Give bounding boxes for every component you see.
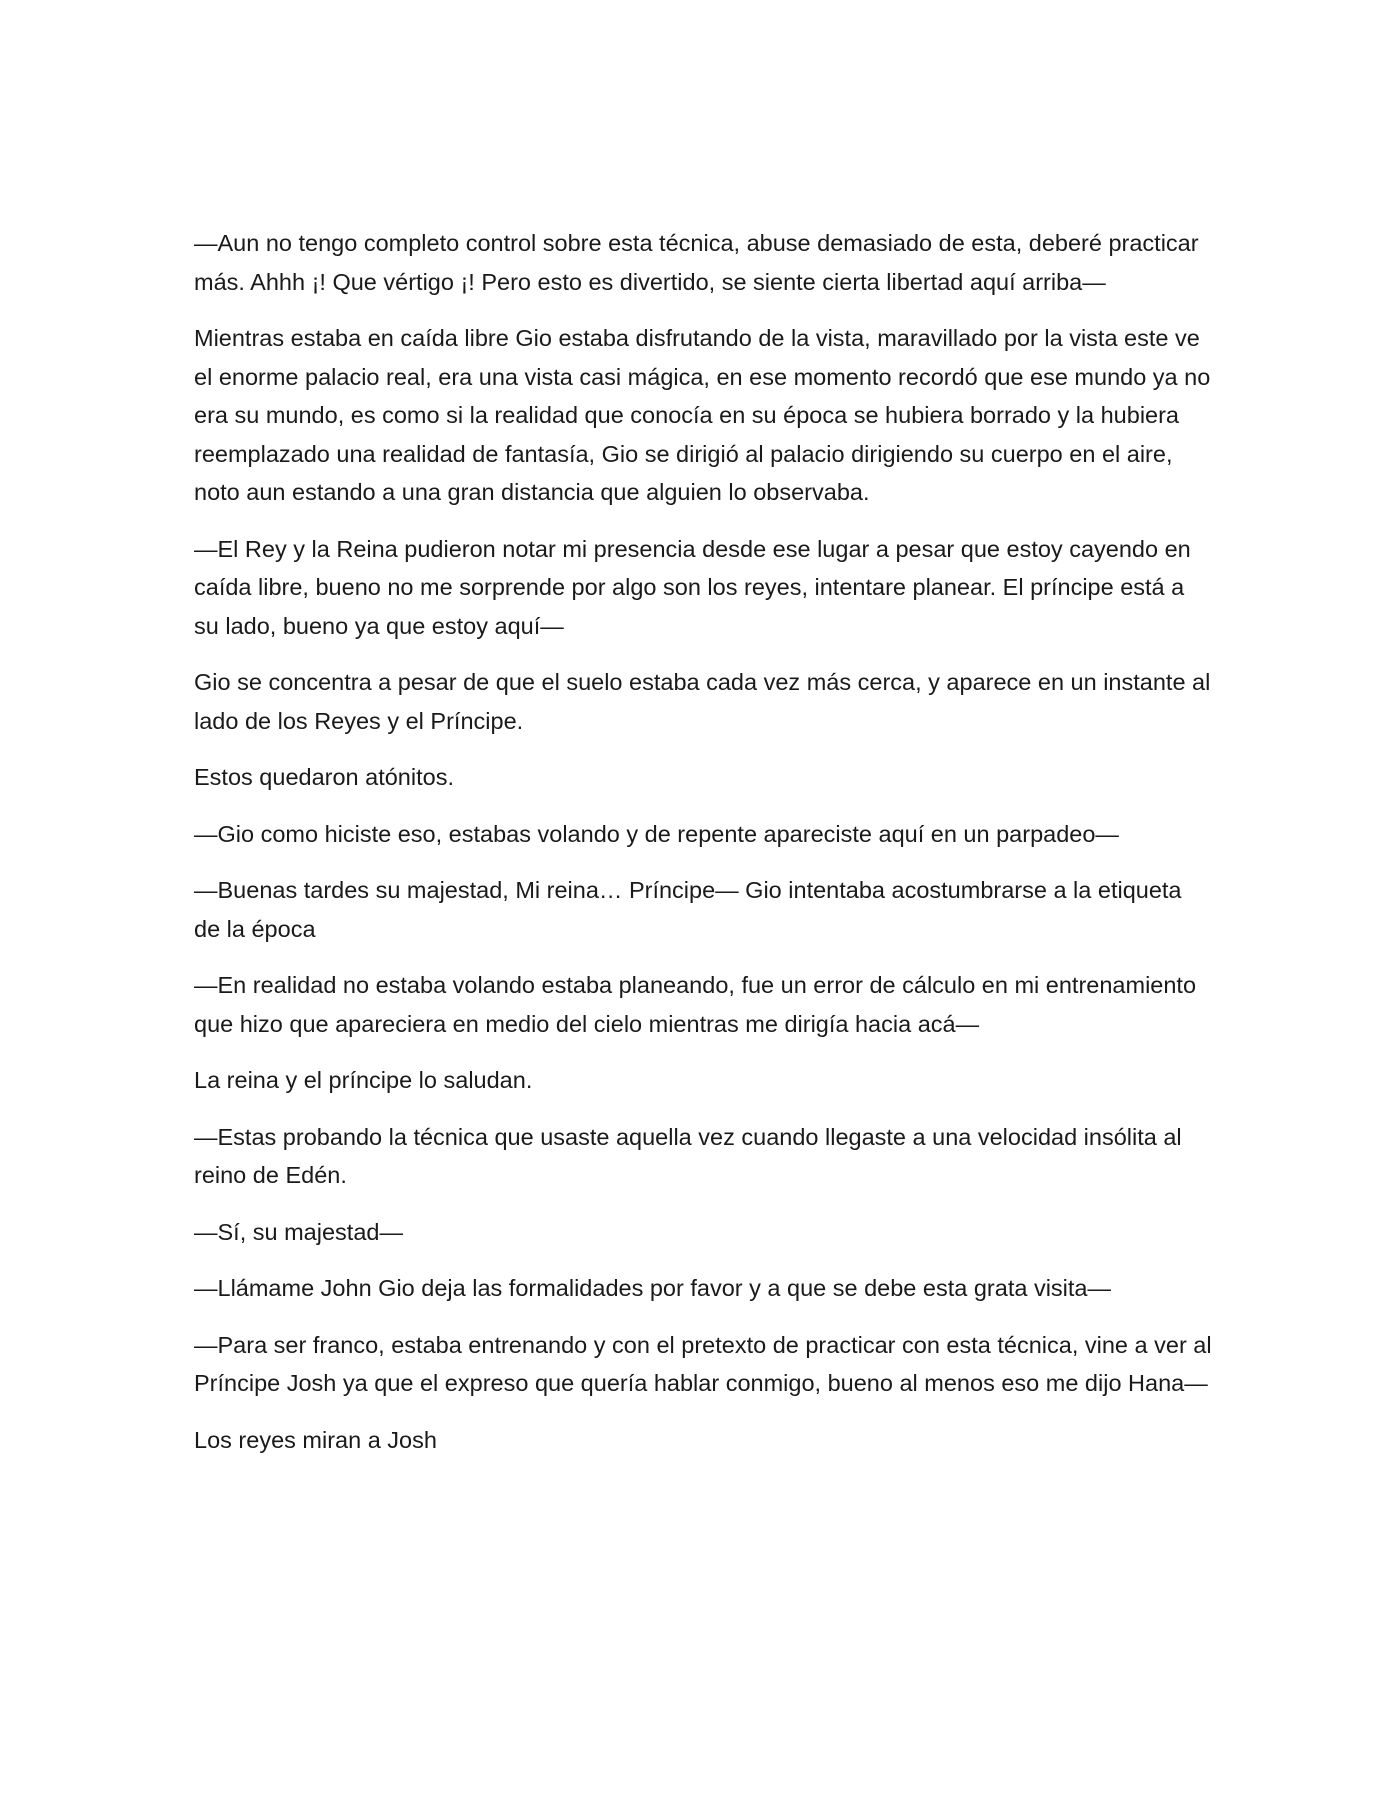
paragraph-11: —Sí, su majestad— [194,1218,403,1245]
paragraph-1: —Aun no tengo completo control sobre esta técnica, abuse demasiado de esta, deberé practicar más. Ahhh ¡! Que vértigo ¡! Pero esto es divertido, se siente cierta libertad aquí arriba— [194,230,1199,295]
paragraph-14: Los reyes miran a Josh [194,1426,437,1453]
paragraph-10: —Estas probando la técnica que usaste aquella vez cuando llegaste a una velocidad insólita al reino de Edén. [194,1123,1182,1188]
paragraph-8: —En realidad no estaba volando estaba planeando, fue un error de cálculo en mi entrenamiento que hizo que apareciera en medio del cielo mientras me dirigía hacia acá— [194,972,1197,1037]
document-body [194,224,1214,1477]
paragraph-7: —Buenas tardes su majestad, Mi reina… Príncipe— Gio intentaba acostumbrarse a la etiqueta de la época [194,877,1182,942]
paragraph-9: La reina y el príncipe lo saludan. [194,1067,533,1093]
paragraph-3: —El Rey y la Reina pudieron notar mi presencia desde ese lugar a pesar que estoy cayendo en caída libre, bueno no me sorprende por algo son los reyes, intentare planear. El príncipe está a su lado, bueno ya que estoy aquí— [194,535,1191,639]
paragraph-13: —Para ser franco, estaba entrenando y con el pretexto de practicar con esta técnica, vine a ver al Príncipe Josh ya que el expreso que quería hablar conmigo, bueno al menos eso me dijo Hana— [194,1331,1212,1396]
paragraph-5: Estos quedaron atónitos. [194,764,454,790]
paragraph-12: —Llámame John Gio deja las formalidades por favor y a que se debe esta grata visita— [194,1275,1111,1301]
paragraph-4: Gio se concentra a pesar de que el suelo estaba cada vez más cerca, y aparece en un instante al lado de los Reyes y el Príncipe. [194,669,1211,734]
paragraph-2: Mientras estaba en caída libre Gio estaba disfrutando de la vista, maravillado por la vista este ve el enorme palacio real, era una vista casi mágica, en ese momento recordó que ese mundo ya no era su mundo, es como si la realidad que conocía en su época se hubiera borrado y la hubiera reemplazado una realidad de fantasía, Gio se dirigió al palacio dirigiendo su cuerpo en el aire, noto aun estando a una gran distancia que alguien lo observaba. [194,325,1211,505]
paragraph-6: —Gio como hiciste eso, estabas volando y de repente apareciste aquí en un parpadeo— [194,820,1119,847]
